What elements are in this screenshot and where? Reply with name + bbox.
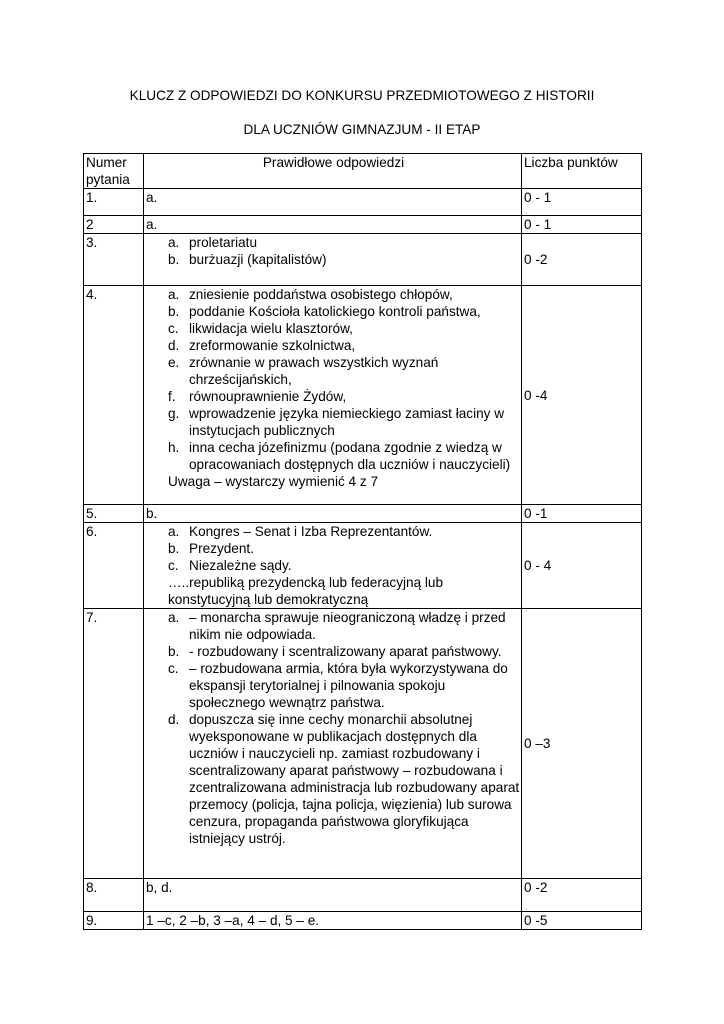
- list-item: [146, 609, 521, 643]
- list-marker: d.: [168, 338, 180, 353]
- list-item: [146, 354, 521, 388]
- points-cell: 0 -1: [522, 505, 642, 523]
- list-marker: b.: [168, 644, 180, 659]
- list-item: [146, 523, 521, 540]
- answer-cell: b.: [144, 505, 522, 523]
- list-item-text: Kongres – Senat i Izba Reprezentantów.: [189, 524, 433, 539]
- question-number: 9.: [84, 912, 144, 930]
- list-item-text: - rozbudowany i scentralizowany aparat państwowy.: [189, 644, 502, 659]
- table-row: [84, 523, 642, 609]
- list-item: [146, 388, 521, 405]
- list-item-text: równouprawnienie Żydów,: [189, 389, 347, 404]
- list-item: [146, 643, 521, 660]
- table-row: [84, 216, 642, 234]
- points-cell: 0 - 1: [522, 189, 642, 216]
- answer-list: [146, 523, 521, 574]
- answer-list: [146, 286, 521, 473]
- answer-cell: [144, 609, 522, 879]
- list-marker: g.: [168, 406, 180, 421]
- points-cell: 0 - 4: [522, 523, 642, 609]
- list-item: [146, 337, 521, 354]
- list-marker: b.: [168, 252, 180, 267]
- table-row: [84, 505, 642, 523]
- points-cell: 0 - 1: [522, 216, 642, 234]
- header-answers: Prawidłowe odpowiedzi: [144, 154, 522, 189]
- points-cell: 0 –3: [522, 609, 642, 879]
- table-row: [84, 286, 642, 505]
- list-marker: c.: [168, 661, 179, 676]
- list-marker: f.: [168, 389, 176, 404]
- list-item-text: likwidacja wielu klasztorów,: [189, 321, 353, 336]
- answer-list: [146, 234, 521, 268]
- points-cell: 0 -4: [522, 286, 642, 505]
- list-item: [146, 557, 521, 574]
- answer-cell: b, d.: [144, 879, 522, 912]
- answer-cell: a.: [144, 216, 522, 234]
- answer-cell: 1 –c, 2 –b, 3 –a, 4 – d, 5 – e.: [144, 912, 522, 930]
- list-item-text: zrównanie w prawach wszystkich wyznań chrześcijańskich,: [189, 355, 439, 387]
- list-item-text: Niezależne sądy.: [189, 558, 292, 573]
- list-item: [146, 405, 521, 439]
- question-number: 8.: [84, 879, 144, 912]
- list-marker: b.: [168, 304, 180, 319]
- answer-cell: [144, 286, 522, 505]
- question-number: 2: [84, 216, 144, 234]
- list-item-text: inna cecha józefinizmu (podana zgodnie z wiedzą w opracowaniach dostępnych dla uczniów i nauczycieli): [189, 440, 511, 472]
- list-item-text: proletariatu: [189, 235, 258, 250]
- answer-note: …..republiką prezydencką lub federacyjną lub konstytucyjną lub demokratyczną: [168, 575, 444, 607]
- list-item: [146, 540, 521, 557]
- list-marker: e.: [168, 355, 180, 370]
- question-number: 7.: [84, 609, 144, 879]
- list-marker: c.: [168, 558, 179, 573]
- table-row: [84, 609, 642, 879]
- list-marker: d.: [168, 712, 180, 727]
- answer-key-table: [83, 153, 642, 930]
- list-item: [146, 711, 521, 847]
- list-item: [146, 660, 521, 711]
- list-item-text: – rozbudowana armia, która była wykorzystywana do ekspansji terytorialnej i pilnowania spokoju społecznego wewnątrz państwa.: [189, 661, 508, 710]
- points-cell: 0 -5: [522, 912, 642, 930]
- question-number: 4.: [84, 286, 144, 505]
- list-item-text: – monarcha sprawuje nieograniczoną władzę i przed nikim nie odpowiada.: [189, 610, 506, 642]
- list-item-text: wprowadzenie języka niemieckiego zamiast łaciny w instytucjach publicznych: [189, 406, 505, 438]
- answer-list: [146, 609, 521, 847]
- list-marker: h.: [168, 440, 180, 455]
- list-item-text: Prezydent.: [189, 541, 254, 556]
- list-marker: b.: [168, 541, 180, 556]
- header-points: Liczba punktów: [522, 154, 642, 189]
- list-marker: a.: [168, 287, 180, 302]
- list-item-text: burżuazji (kapitalistów): [189, 252, 327, 267]
- points-cell: 0 -2: [522, 879, 642, 912]
- table-row: [84, 189, 642, 216]
- list-marker: a.: [168, 610, 180, 625]
- document-title: KLUCZ Z ODPOWIEDZI DO KONKURSU PRZEDMIOTOWEGO Z HISTORII: [129, 88, 595, 103]
- list-marker: a.: [168, 235, 180, 250]
- list-item: [146, 234, 521, 251]
- list-item: [146, 251, 521, 268]
- table-header-row: [84, 154, 642, 189]
- points-cell: 0 -2: [522, 234, 642, 286]
- question-number: 1.: [84, 189, 144, 216]
- list-item-text: zniesienie poddaństwa osobistego chłopów,: [189, 287, 453, 302]
- list-item: [146, 303, 521, 320]
- answer-cell: [144, 234, 522, 286]
- question-number: 5.: [84, 505, 144, 523]
- list-marker: c.: [168, 321, 179, 336]
- list-marker: a.: [168, 524, 180, 539]
- answer-note: Uwaga – wystarczy wymienić 4 z 7: [168, 474, 379, 489]
- question-number: 3.: [84, 234, 144, 286]
- table-row: [84, 234, 642, 286]
- table-row: [84, 912, 642, 930]
- list-item: [146, 439, 521, 473]
- answer-cell: a.: [144, 189, 522, 216]
- list-item: [146, 320, 521, 337]
- question-number: 6.: [84, 523, 144, 609]
- list-item-text: poddanie Kościoła katolickiego kontroli państwa,: [189, 304, 481, 319]
- table-row: [84, 879, 642, 912]
- list-item-text: dopuszcza się inne cechy monarchii absolutnej wyeksponowane w publikacjach dostępnych dla uczniów i nauczycieli np. zamiast rozbudowany i scentralizowany aparat państwowy – rozbudowana i zcentralizowana administracja lub rozbudowany aparat przemocy (policja, tajna policja, więzienia) lub surowa cenzura, propaganda państwowa gloryfikująca istniejący ustrój.: [189, 712, 520, 846]
- list-item: [146, 286, 521, 303]
- header-question-number: Numer pytania: [84, 154, 144, 189]
- answer-cell: [144, 523, 522, 609]
- document-subtitle: DLA UCZNIÓW GIMNAZJUM - II ETAP: [243, 122, 481, 137]
- list-item-text: zreformowanie szkolnictwa,: [189, 338, 356, 353]
